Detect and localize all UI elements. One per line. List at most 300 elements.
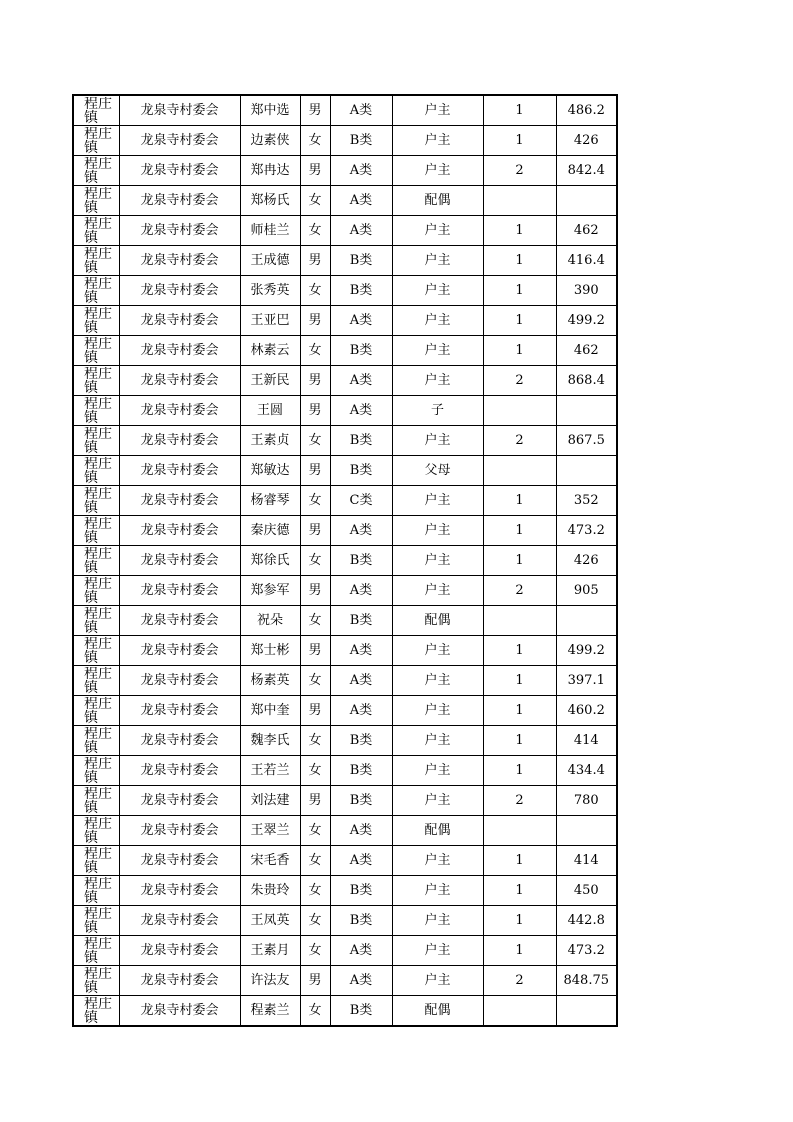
category-cell: B类 bbox=[330, 996, 392, 1027]
name-cell: 林素云 bbox=[240, 336, 300, 366]
gender-cell: 男 bbox=[300, 456, 330, 486]
category-cell: B类 bbox=[330, 276, 392, 306]
table-row bbox=[73, 186, 617, 216]
amount-cell bbox=[556, 456, 617, 486]
table-row bbox=[73, 366, 617, 396]
village-cell: 龙泉寺村委会 bbox=[119, 606, 240, 636]
table-row bbox=[73, 95, 617, 126]
name-cell: 程素兰 bbox=[240, 996, 300, 1027]
count-cell bbox=[483, 186, 556, 216]
category-cell: A类 bbox=[330, 636, 392, 666]
amount-cell: 905 bbox=[556, 576, 617, 606]
amount-cell: 434.4 bbox=[556, 756, 617, 786]
town-cell bbox=[73, 576, 119, 606]
village-cell: 龙泉寺村委会 bbox=[119, 336, 240, 366]
name-cell: 王亚巴 bbox=[240, 306, 300, 336]
name-cell: 师桂兰 bbox=[240, 216, 300, 246]
name-cell: 许法友 bbox=[240, 966, 300, 996]
town-cell bbox=[73, 696, 119, 726]
town-cell bbox=[73, 486, 119, 516]
amount-cell bbox=[556, 816, 617, 846]
count-cell: 1 bbox=[483, 726, 556, 756]
count-cell: 1 bbox=[483, 876, 556, 906]
village-cell: 龙泉寺村委会 bbox=[119, 906, 240, 936]
count-cell: 1 bbox=[483, 336, 556, 366]
category-cell: A类 bbox=[330, 576, 392, 606]
table-row bbox=[73, 396, 617, 426]
table-row bbox=[73, 246, 617, 276]
gender-cell: 男 bbox=[300, 636, 330, 666]
count-cell bbox=[483, 606, 556, 636]
count-cell: 1 bbox=[483, 696, 556, 726]
gender-cell: 女 bbox=[300, 606, 330, 636]
amount-cell: 460.2 bbox=[556, 696, 617, 726]
gender-cell: 男 bbox=[300, 966, 330, 996]
count-cell: 2 bbox=[483, 786, 556, 816]
village-cell: 龙泉寺村委会 bbox=[119, 186, 240, 216]
relation-cell: 户主 bbox=[392, 336, 483, 366]
town-text: 程庄镇 bbox=[84, 847, 112, 875]
relation-cell: 户主 bbox=[392, 486, 483, 516]
town-cell bbox=[73, 306, 119, 336]
amount-cell bbox=[556, 606, 617, 636]
relation-cell: 户主 bbox=[392, 936, 483, 966]
count-cell: 2 bbox=[483, 426, 556, 456]
gender-cell: 女 bbox=[300, 906, 330, 936]
amount-cell: 868.4 bbox=[556, 366, 617, 396]
amount-cell: 390 bbox=[556, 276, 617, 306]
relation-cell: 配偶 bbox=[392, 186, 483, 216]
town-cell bbox=[73, 396, 119, 426]
table-row bbox=[73, 786, 617, 816]
gender-cell: 男 bbox=[300, 306, 330, 336]
gender-cell: 女 bbox=[300, 876, 330, 906]
town-text: 程庄镇 bbox=[84, 607, 112, 635]
village-cell: 龙泉寺村委会 bbox=[119, 366, 240, 396]
category-cell: A类 bbox=[330, 216, 392, 246]
town-text: 程庄镇 bbox=[84, 187, 112, 215]
name-cell: 郑参军 bbox=[240, 576, 300, 606]
relation-cell: 户主 bbox=[392, 246, 483, 276]
category-cell: B类 bbox=[330, 336, 392, 366]
gender-cell: 女 bbox=[300, 996, 330, 1027]
count-cell: 1 bbox=[483, 546, 556, 576]
category-cell: B类 bbox=[330, 906, 392, 936]
category-cell: A类 bbox=[330, 846, 392, 876]
relation-cell: 户主 bbox=[392, 95, 483, 126]
village-cell: 龙泉寺村委会 bbox=[119, 786, 240, 816]
table-row bbox=[73, 936, 617, 966]
amount-cell: 473.2 bbox=[556, 936, 617, 966]
town-cell bbox=[73, 846, 119, 876]
town-text: 程庄镇 bbox=[84, 577, 112, 605]
name-cell: 王凤英 bbox=[240, 906, 300, 936]
name-cell: 王新民 bbox=[240, 366, 300, 396]
count-cell: 1 bbox=[483, 486, 556, 516]
count-cell: 1 bbox=[483, 666, 556, 696]
table-row bbox=[73, 216, 617, 246]
name-cell: 郑敏达 bbox=[240, 456, 300, 486]
roster-table bbox=[72, 94, 618, 1027]
town-cell bbox=[73, 936, 119, 966]
relation-cell: 户主 bbox=[392, 426, 483, 456]
amount-cell: 442.8 bbox=[556, 906, 617, 936]
relation-cell: 户主 bbox=[392, 276, 483, 306]
town-text: 程庄镇 bbox=[84, 487, 112, 515]
name-cell: 朱贵玲 bbox=[240, 876, 300, 906]
town-cell bbox=[73, 186, 119, 216]
village-cell: 龙泉寺村委会 bbox=[119, 846, 240, 876]
name-cell: 郑冉达 bbox=[240, 156, 300, 186]
category-cell: A类 bbox=[330, 396, 392, 426]
category-cell: A类 bbox=[330, 816, 392, 846]
category-cell: B类 bbox=[330, 756, 392, 786]
gender-cell: 女 bbox=[300, 426, 330, 456]
village-cell: 龙泉寺村委会 bbox=[119, 546, 240, 576]
amount-cell: 462 bbox=[556, 336, 617, 366]
village-cell: 龙泉寺村委会 bbox=[119, 306, 240, 336]
gender-cell: 女 bbox=[300, 666, 330, 696]
table-row bbox=[73, 906, 617, 936]
table-row bbox=[73, 456, 617, 486]
category-cell: A类 bbox=[330, 696, 392, 726]
town-text: 程庄镇 bbox=[84, 637, 112, 665]
category-cell: A类 bbox=[330, 306, 392, 336]
gender-cell: 男 bbox=[300, 156, 330, 186]
relation-cell: 户主 bbox=[392, 306, 483, 336]
name-cell: 张秀英 bbox=[240, 276, 300, 306]
table-row bbox=[73, 336, 617, 366]
town-cell bbox=[73, 666, 119, 696]
amount-cell: 842.4 bbox=[556, 156, 617, 186]
relation-cell: 父母 bbox=[392, 456, 483, 486]
town-text: 程庄镇 bbox=[84, 787, 112, 815]
amount-cell: 416.4 bbox=[556, 246, 617, 276]
town-text: 程庄镇 bbox=[84, 217, 112, 245]
gender-cell: 男 bbox=[300, 396, 330, 426]
amount-cell: 426 bbox=[556, 546, 617, 576]
gender-cell: 女 bbox=[300, 186, 330, 216]
category-cell: A类 bbox=[330, 186, 392, 216]
name-cell: 王圆 bbox=[240, 396, 300, 426]
village-cell: 龙泉寺村委会 bbox=[119, 216, 240, 246]
amount-cell bbox=[556, 186, 617, 216]
town-text: 程庄镇 bbox=[84, 937, 112, 965]
amount-cell: 780 bbox=[556, 786, 617, 816]
village-cell: 龙泉寺村委会 bbox=[119, 126, 240, 156]
village-cell: 龙泉寺村委会 bbox=[119, 816, 240, 846]
count-cell bbox=[483, 996, 556, 1027]
village-cell: 龙泉寺村委会 bbox=[119, 456, 240, 486]
relation-cell: 户主 bbox=[392, 756, 483, 786]
town-cell bbox=[73, 546, 119, 576]
town-cell bbox=[73, 516, 119, 546]
gender-cell: 女 bbox=[300, 546, 330, 576]
table-row bbox=[73, 486, 617, 516]
gender-cell: 女 bbox=[300, 816, 330, 846]
town-cell bbox=[73, 966, 119, 996]
name-cell: 秦庆德 bbox=[240, 516, 300, 546]
amount-cell: 473.2 bbox=[556, 516, 617, 546]
amount-cell: 462 bbox=[556, 216, 617, 246]
town-text: 程庄镇 bbox=[84, 907, 112, 935]
gender-cell: 女 bbox=[300, 756, 330, 786]
gender-cell: 女 bbox=[300, 276, 330, 306]
category-cell: B类 bbox=[330, 726, 392, 756]
gender-cell: 女 bbox=[300, 486, 330, 516]
town-text: 程庄镇 bbox=[84, 727, 112, 755]
count-cell: 1 bbox=[483, 246, 556, 276]
category-cell: A类 bbox=[330, 366, 392, 396]
gender-cell: 男 bbox=[300, 366, 330, 396]
category-cell: C类 bbox=[330, 486, 392, 516]
name-cell: 郑中选 bbox=[240, 95, 300, 126]
count-cell: 1 bbox=[483, 216, 556, 246]
count-cell: 1 bbox=[483, 756, 556, 786]
category-cell: A类 bbox=[330, 936, 392, 966]
table-row bbox=[73, 126, 617, 156]
town-cell bbox=[73, 996, 119, 1027]
gender-cell: 女 bbox=[300, 726, 330, 756]
name-cell: 郑中奎 bbox=[240, 696, 300, 726]
relation-cell: 户主 bbox=[392, 666, 483, 696]
count-cell: 2 bbox=[483, 156, 556, 186]
relation-cell: 配偶 bbox=[392, 606, 483, 636]
name-cell: 魏李氏 bbox=[240, 726, 300, 756]
town-cell bbox=[73, 456, 119, 486]
village-cell: 龙泉寺村委会 bbox=[119, 426, 240, 456]
gender-cell: 男 bbox=[300, 786, 330, 816]
village-cell: 龙泉寺村委会 bbox=[119, 576, 240, 606]
town-cell bbox=[73, 95, 119, 126]
town-cell bbox=[73, 906, 119, 936]
gender-cell: 男 bbox=[300, 95, 330, 126]
table-row bbox=[73, 996, 617, 1027]
amount-cell: 499.2 bbox=[556, 636, 617, 666]
relation-cell: 户主 bbox=[392, 366, 483, 396]
category-cell: A类 bbox=[330, 966, 392, 996]
category-cell: A类 bbox=[330, 666, 392, 696]
village-cell: 龙泉寺村委会 bbox=[119, 396, 240, 426]
village-cell: 龙泉寺村委会 bbox=[119, 696, 240, 726]
table-row bbox=[73, 546, 617, 576]
town-cell bbox=[73, 876, 119, 906]
table-row bbox=[73, 426, 617, 456]
village-cell: 龙泉寺村委会 bbox=[119, 666, 240, 696]
name-cell: 边素侠 bbox=[240, 126, 300, 156]
category-cell: B类 bbox=[330, 126, 392, 156]
gender-cell: 女 bbox=[300, 216, 330, 246]
name-cell: 王素贞 bbox=[240, 426, 300, 456]
category-cell: B类 bbox=[330, 606, 392, 636]
table-row bbox=[73, 276, 617, 306]
town-text: 程庄镇 bbox=[84, 817, 112, 845]
relation-cell: 户主 bbox=[392, 216, 483, 246]
gender-cell: 女 bbox=[300, 846, 330, 876]
table-row bbox=[73, 156, 617, 186]
town-text: 程庄镇 bbox=[84, 427, 112, 455]
town-cell bbox=[73, 366, 119, 396]
village-cell: 龙泉寺村委会 bbox=[119, 486, 240, 516]
count-cell bbox=[483, 816, 556, 846]
category-cell: B类 bbox=[330, 876, 392, 906]
village-cell: 龙泉寺村委会 bbox=[119, 726, 240, 756]
category-cell: B类 bbox=[330, 456, 392, 486]
town-cell bbox=[73, 726, 119, 756]
amount-cell: 867.5 bbox=[556, 426, 617, 456]
village-cell: 龙泉寺村委会 bbox=[119, 246, 240, 276]
category-cell: A类 bbox=[330, 516, 392, 546]
amount-cell: 450 bbox=[556, 876, 617, 906]
table-row bbox=[73, 846, 617, 876]
table-row bbox=[73, 306, 617, 336]
name-cell: 王成德 bbox=[240, 246, 300, 276]
relation-cell: 户主 bbox=[392, 876, 483, 906]
town-text: 程庄镇 bbox=[84, 667, 112, 695]
count-cell: 1 bbox=[483, 95, 556, 126]
count-cell: 2 bbox=[483, 366, 556, 396]
count-cell bbox=[483, 396, 556, 426]
relation-cell: 户主 bbox=[392, 516, 483, 546]
table-row bbox=[73, 726, 617, 756]
category-cell: B类 bbox=[330, 246, 392, 276]
count-cell: 1 bbox=[483, 936, 556, 966]
amount-cell: 414 bbox=[556, 726, 617, 756]
relation-cell: 户主 bbox=[392, 156, 483, 186]
category-cell: B类 bbox=[330, 546, 392, 576]
relation-cell: 户主 bbox=[392, 696, 483, 726]
town-cell bbox=[73, 606, 119, 636]
table-row bbox=[73, 636, 617, 666]
name-cell: 刘法建 bbox=[240, 786, 300, 816]
name-cell: 宋毛香 bbox=[240, 846, 300, 876]
town-cell bbox=[73, 636, 119, 666]
village-cell: 龙泉寺村委会 bbox=[119, 876, 240, 906]
gender-cell: 女 bbox=[300, 936, 330, 966]
town-cell bbox=[73, 276, 119, 306]
town-text: 程庄镇 bbox=[84, 97, 112, 125]
count-cell: 1 bbox=[483, 126, 556, 156]
relation-cell: 户主 bbox=[392, 726, 483, 756]
town-cell bbox=[73, 216, 119, 246]
amount-cell: 499.2 bbox=[556, 306, 617, 336]
relation-cell: 户主 bbox=[392, 966, 483, 996]
town-text: 程庄镇 bbox=[84, 457, 112, 485]
town-text: 程庄镇 bbox=[84, 307, 112, 335]
amount-cell bbox=[556, 996, 617, 1027]
relation-cell: 户主 bbox=[392, 636, 483, 666]
gender-cell: 女 bbox=[300, 126, 330, 156]
village-cell: 龙泉寺村委会 bbox=[119, 756, 240, 786]
count-cell: 1 bbox=[483, 906, 556, 936]
relation-cell: 子 bbox=[392, 396, 483, 426]
village-cell: 龙泉寺村委会 bbox=[119, 516, 240, 546]
category-cell: B类 bbox=[330, 786, 392, 816]
relation-cell: 配偶 bbox=[392, 996, 483, 1027]
amount-cell: 426 bbox=[556, 126, 617, 156]
name-cell: 王若兰 bbox=[240, 756, 300, 786]
town-cell bbox=[73, 126, 119, 156]
town-text: 程庄镇 bbox=[84, 157, 112, 185]
name-cell: 祝朵 bbox=[240, 606, 300, 636]
table-row bbox=[73, 606, 617, 636]
gender-cell: 男 bbox=[300, 246, 330, 276]
relation-cell: 配偶 bbox=[392, 816, 483, 846]
relation-cell: 户主 bbox=[392, 546, 483, 576]
town-cell bbox=[73, 816, 119, 846]
count-cell bbox=[483, 456, 556, 486]
category-cell: A类 bbox=[330, 95, 392, 126]
town-cell bbox=[73, 426, 119, 456]
town-text: 程庄镇 bbox=[84, 697, 112, 725]
table-row bbox=[73, 666, 617, 696]
amount-cell: 414 bbox=[556, 846, 617, 876]
town-text: 程庄镇 bbox=[84, 277, 112, 305]
relation-cell: 户主 bbox=[392, 576, 483, 606]
count-cell: 1 bbox=[483, 306, 556, 336]
village-cell: 龙泉寺村委会 bbox=[119, 636, 240, 666]
amount-cell: 352 bbox=[556, 486, 617, 516]
relation-cell: 户主 bbox=[392, 846, 483, 876]
town-text: 程庄镇 bbox=[84, 517, 112, 545]
amount-cell: 848.75 bbox=[556, 966, 617, 996]
village-cell: 龙泉寺村委会 bbox=[119, 95, 240, 126]
relation-cell: 户主 bbox=[392, 906, 483, 936]
gender-cell: 男 bbox=[300, 576, 330, 606]
town-text: 程庄镇 bbox=[84, 997, 112, 1025]
table-row bbox=[73, 696, 617, 726]
town-cell bbox=[73, 756, 119, 786]
table-row bbox=[73, 876, 617, 906]
town-cell bbox=[73, 336, 119, 366]
town-text: 程庄镇 bbox=[84, 967, 112, 995]
gender-cell: 女 bbox=[300, 336, 330, 366]
table-row bbox=[73, 576, 617, 606]
table-body bbox=[73, 95, 617, 1026]
relation-cell: 户主 bbox=[392, 786, 483, 816]
town-text: 程庄镇 bbox=[84, 367, 112, 395]
town-text: 程庄镇 bbox=[84, 247, 112, 275]
amount-cell: 397.1 bbox=[556, 666, 617, 696]
town-text: 程庄镇 bbox=[84, 397, 112, 425]
relation-cell: 户主 bbox=[392, 126, 483, 156]
table-row bbox=[73, 816, 617, 846]
village-cell: 龙泉寺村委会 bbox=[119, 156, 240, 186]
name-cell: 郑士彬 bbox=[240, 636, 300, 666]
category-cell: A类 bbox=[330, 156, 392, 186]
table-row bbox=[73, 756, 617, 786]
town-text: 程庄镇 bbox=[84, 547, 112, 575]
table-row bbox=[73, 516, 617, 546]
town-text: 程庄镇 bbox=[84, 127, 112, 155]
count-cell: 1 bbox=[483, 846, 556, 876]
name-cell: 杨睿琴 bbox=[240, 486, 300, 516]
name-cell: 王素月 bbox=[240, 936, 300, 966]
village-cell: 龙泉寺村委会 bbox=[119, 966, 240, 996]
count-cell: 2 bbox=[483, 966, 556, 996]
count-cell: 1 bbox=[483, 636, 556, 666]
name-cell: 郑徐氏 bbox=[240, 546, 300, 576]
name-cell: 郑杨氏 bbox=[240, 186, 300, 216]
town-text: 程庄镇 bbox=[84, 877, 112, 905]
count-cell: 2 bbox=[483, 576, 556, 606]
village-cell: 龙泉寺村委会 bbox=[119, 276, 240, 306]
name-cell: 王翠兰 bbox=[240, 816, 300, 846]
count-cell: 1 bbox=[483, 276, 556, 306]
village-cell: 龙泉寺村委会 bbox=[119, 996, 240, 1027]
count-cell: 1 bbox=[483, 516, 556, 546]
town-text: 程庄镇 bbox=[84, 757, 112, 785]
